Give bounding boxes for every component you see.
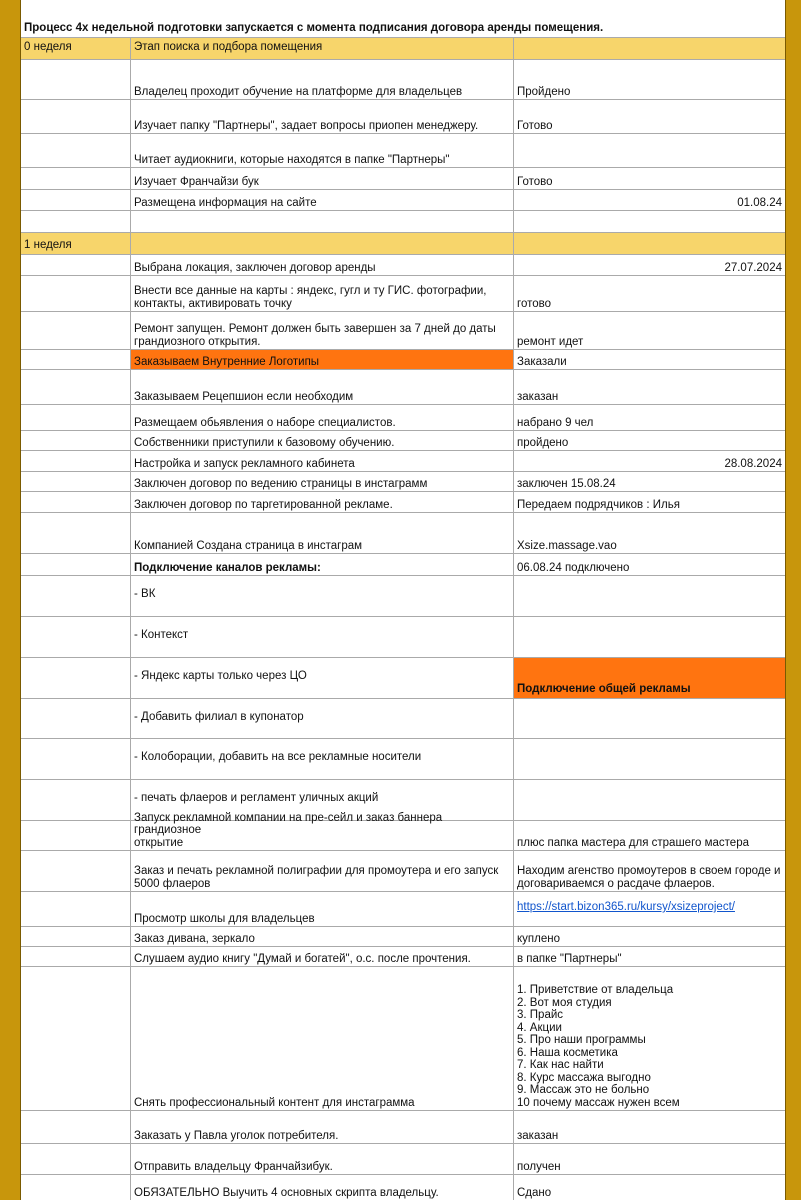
cell-c[interactable]: ремонт идет [517, 335, 584, 348]
cell-c[interactable]: пройдено [517, 436, 569, 449]
table-row [21, 699, 785, 739]
table-row [21, 513, 785, 554]
cell-c[interactable]: Готово [517, 119, 553, 132]
cell-c[interactable]: в папке "Партнеры" [517, 952, 622, 965]
cell-c[interactable] [514, 38, 785, 59]
cell-a[interactable] [21, 100, 131, 133]
table-row [21, 405, 785, 431]
cell-a[interactable] [21, 472, 131, 491]
cell-c[interactable]: готово [517, 297, 551, 310]
cell-b[interactable]: Изучает папку "Партнеры", задает вопросы приопен менеджеру. [131, 100, 514, 133]
school-link[interactable]: https://start.bizon365.ru/kursy/xsizeproject/ [517, 901, 735, 913]
cell-a[interactable] [21, 947, 131, 966]
cell-b[interactable]: Владелец проходит обучение на платформе для владельцев [131, 60, 514, 99]
cell-c[interactable]: заказан [517, 1129, 559, 1142]
cell-b[interactable]: Заключен договор по ведению страницы в инстаграмм [131, 472, 514, 491]
cell-c[interactable] [514, 576, 785, 616]
cell-c[interactable]: Пройдено [517, 85, 571, 98]
cell-b[interactable]: - Колоборации, добавить на все рекламные носители [131, 739, 514, 779]
cell-a[interactable] [21, 967, 131, 1110]
cell-a[interactable] [21, 190, 131, 210]
cell-b[interactable]: Размещена информация на сайте [131, 190, 514, 210]
table-row [21, 60, 785, 100]
table-row [21, 967, 785, 1111]
cell-c[interactable]: 01.08.24 [737, 196, 782, 209]
cell-a[interactable] [21, 576, 131, 616]
cell-b[interactable]: Заказываем Внутренние Логотипы [131, 350, 514, 369]
table-row [21, 947, 785, 967]
cell-a[interactable] [21, 276, 131, 311]
table-row [21, 168, 785, 190]
cell-b[interactable] [131, 211, 514, 232]
cell-b[interactable]: - ВК [131, 576, 514, 616]
cell-a[interactable] [21, 370, 131, 404]
table-row [21, 255, 785, 276]
cell-b[interactable]: Заключен договор по таргетированной рекламе. [131, 492, 514, 512]
cell-c[interactable]: Передаем подрядчиков : Илья [517, 498, 680, 511]
cell-c[interactable]: Находим агенство промоутеров в своем городе и договариваемся о расдаче флаеров. [517, 865, 781, 890]
cell-a[interactable]: 0 неделя [21, 38, 131, 59]
cell-b[interactable]: - Добавить филиал в купонатор [131, 699, 514, 738]
cell-b[interactable]: Заказ и печать рекламной полиграфии для промоутера и его запуск 5000 флаеров [131, 851, 514, 891]
cell-b[interactable]: Отправить владельцу Франчайзибук. [131, 1144, 514, 1174]
cell-a[interactable] [21, 168, 131, 189]
cell-a[interactable] [21, 312, 131, 349]
table-row [21, 851, 785, 892]
cell-b[interactable]: Просмотр школы для владельцев [131, 892, 514, 926]
cell-a[interactable] [21, 492, 131, 512]
cell-a[interactable]: 1 неделя [21, 233, 131, 254]
cell-c[interactable] [514, 699, 785, 738]
cell-c[interactable] [514, 780, 785, 820]
table-row [21, 134, 785, 168]
table-row [21, 811, 785, 851]
table-row [21, 658, 785, 699]
table-row [21, 927, 785, 947]
table-row [21, 892, 785, 927]
table-row [21, 1111, 785, 1144]
cell-a[interactable] [21, 1111, 131, 1143]
cell-a[interactable] [21, 211, 131, 232]
cell-c[interactable]: получен [517, 1160, 561, 1173]
cell-a[interactable] [21, 405, 131, 430]
cell-a[interactable] [21, 739, 131, 779]
cell-c[interactable]: 1. Приветствие от владельца 2. Вот моя студия 3. Прайс 4. Акции 5. Про наши программы 6. Наша косметика 7. Как нас найти 8. Курс массажа выгодно 9. Массаж это не больно 10 почему массаж нужен всем [517, 984, 680, 1109]
cell-c[interactable]: Подключение общей рекламы [514, 658, 785, 698]
table-row [21, 739, 785, 780]
table-row [21, 431, 785, 451]
cell-c[interactable]: набрано 9 чел [517, 416, 594, 429]
cell-b[interactable]: Выбрана локация, заключен договор аренды [131, 255, 514, 275]
cell-b[interactable]: Читает аудиокниги, которые находятся в папке "Партнеры" [131, 134, 514, 167]
cell-c[interactable]: Сдано [517, 1186, 552, 1199]
cell-b[interactable]: Заказываем Рецепшион если необходим [131, 370, 514, 404]
cell-b[interactable]: Заказ дивана, зеркало [131, 927, 514, 946]
cell-c[interactable]: 27.07.2024 [724, 261, 782, 274]
table-row [21, 38, 785, 60]
cell-b[interactable]: Этап поиска и подбора помещения [131, 38, 514, 59]
cell-c[interactable]: заказан [517, 390, 559, 403]
cell-b[interactable]: - Контекст [131, 617, 514, 657]
cell-a[interactable] [21, 617, 131, 657]
cell-b[interactable]: Снять профессиональный контент для инстаграмма [131, 967, 514, 1110]
cell-c[interactable]: заключен 15.08.24 [517, 477, 616, 490]
table-row [21, 350, 785, 370]
table-row [21, 576, 785, 617]
table-row [21, 276, 785, 312]
cell-b[interactable]: Запуск рекламной компании на пре-сейл и заказ баннера грандиозное открытие [131, 821, 514, 850]
cell-a[interactable] [21, 350, 131, 369]
cell-a[interactable] [21, 1144, 131, 1174]
table-row [21, 472, 785, 492]
cell-c[interactable] [514, 233, 785, 254]
cell-a[interactable] [21, 513, 131, 553]
cell-b[interactable] [131, 233, 514, 254]
cell-b[interactable]: - печать флаеров и регламент уличных акций [131, 780, 514, 820]
sheet-title[interactable]: Процесс 4х недельной подготовки запускается с момента подписания договора аренды помещения. [24, 22, 604, 34]
table-row [21, 1175, 785, 1200]
cell-b[interactable]: - Яндекс карты только через ЦО [131, 658, 514, 698]
cell-b[interactable]: Внести все данные на карты : яндекс, гугл и ту ГИС. фотографии, контакты, активировать точку [131, 276, 514, 311]
cell-a[interactable] [21, 821, 131, 850]
cell-a[interactable] [21, 780, 131, 820]
cell-a[interactable] [21, 699, 131, 738]
table-row [21, 617, 785, 658]
cell-a[interactable] [21, 451, 131, 471]
cell-c[interactable] [514, 211, 785, 232]
table-row [21, 492, 785, 513]
cell-c[interactable]: Xsize.massage.vao [517, 539, 617, 552]
cell-a[interactable] [21, 851, 131, 891]
table-row [21, 451, 785, 472]
cell-b[interactable]: Подключение каналов рекламы: [131, 554, 514, 575]
cell-b[interactable]: ОБЯЗАТЕЛЬНО Выучить 4 основных скрипта владельцу. [131, 1175, 514, 1200]
cell-a[interactable] [21, 554, 131, 575]
cell-b[interactable]: Собственники приступили к базовому обучению. [131, 431, 514, 450]
cell-c[interactable]: Заказали [517, 355, 567, 368]
cell-a[interactable] [21, 1175, 131, 1200]
cell-a[interactable] [21, 927, 131, 946]
table-row [21, 312, 785, 350]
cell-a[interactable] [21, 431, 131, 450]
table-row [21, 211, 785, 233]
cell-a[interactable] [21, 255, 131, 275]
cell-a[interactable] [21, 658, 131, 698]
row-header-gutter [0, 0, 21, 1200]
cell-c[interactable] [514, 739, 785, 779]
cell-a[interactable] [21, 60, 131, 99]
cell-c[interactable]: куплено [517, 932, 560, 945]
table-row [21, 370, 785, 405]
cell-a[interactable] [21, 134, 131, 167]
cell-c[interactable]: 06.08.24 подключено [517, 561, 630, 574]
cell-b[interactable]: Размещаем обьявления о наборе специалистов. [131, 405, 514, 430]
table-row [21, 554, 785, 576]
cell-c[interactable] [514, 617, 785, 657]
table-row [21, 190, 785, 211]
cell-b[interactable]: Компанией Создана страница в инстаграм [131, 513, 514, 553]
table-row [21, 1144, 785, 1175]
right-column-strip [785, 0, 801, 1200]
cell-b[interactable]: Слушаем аудио книгу "Думай и богатей", о.с. после прочтения. [131, 947, 514, 966]
header-divider [21, 37, 785, 38]
cell-c[interactable] [514, 134, 785, 167]
cell-b[interactable]: Ремонт запущен. Ремонт должен быть завершен за 7 дней до даты грандиозного открытия. [131, 312, 514, 349]
cell-c[interactable]: Готово [517, 175, 553, 188]
cell-b[interactable]: Изучает Франчайзи бук [131, 168, 514, 189]
cell-b[interactable]: Заказать у Павла уголок потребителя. [131, 1111, 514, 1143]
cell-c[interactable]: 28.08.2024 [724, 457, 782, 470]
cell-c[interactable]: плюс папка мастера для страшего мастера [517, 836, 749, 849]
cell-c[interactable] [514, 892, 785, 926]
table-row [21, 100, 785, 134]
cell-a[interactable] [21, 892, 131, 926]
table-row [21, 233, 785, 255]
cell-b[interactable]: Настройка и запуск рекламного кабинета [131, 451, 514, 471]
